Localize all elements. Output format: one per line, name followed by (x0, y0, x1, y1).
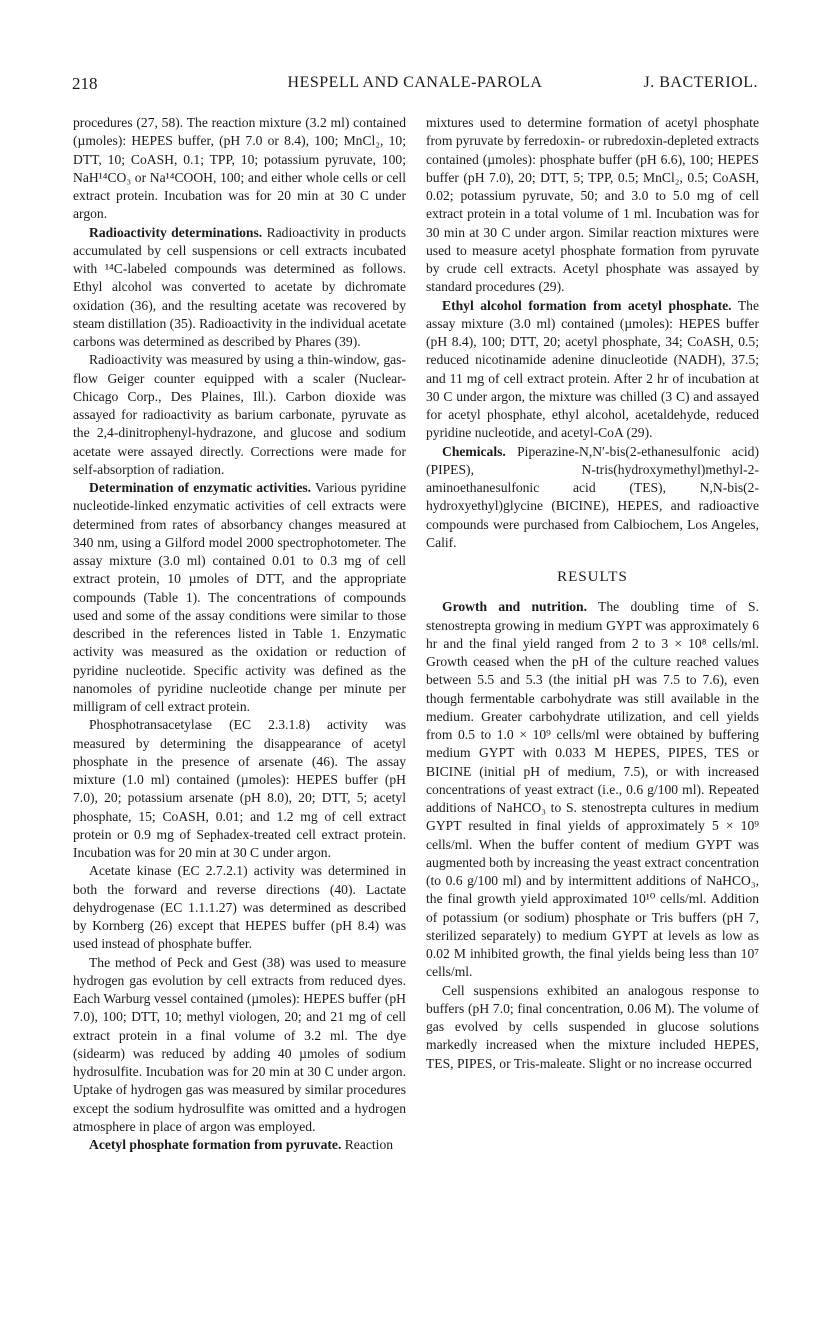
paragraph (426, 443, 759, 553)
paragraph-text: Radioactivity in products accumulated by cell suspensions or cell extracts incubated with ¹⁴C-labeled compounds was determined as follows. Ethyl alcohol was converted to acetate by dichromate oxidation (36), and the resulting acetate was recovered by steam distillation (35). Radioactivity in the individual acetate carbons was determined as described by Phares (39). (73, 224, 406, 349)
paragraph: mixtures used to determine formation of acetyl phosphate from pyruvate by ferredoxin- or rubredoxin-depleted extracts contained (µmoles): phosphate buffer (pH 6.6), 100; HEPES buffer (pH 7.0), 20; DTT, 5; TPP, 0.5; MnCl₂, 0.5; CoASH, 0.02; potassium pyruvate, 50; and 3.0 to 5.0 mg of cell extract protein in a total volume of 1 ml. Incubation was for 30 min at 30 C under argon. Similar reaction mixtures were used to measure acetyl phosphate formation from pyruvate by crude cell extracts. Acetyl phosphate was assayed by standard procedures (29). (426, 115, 759, 295)
paragraph: The method of Peck and Gest (38) was used to measure hydrogen gas evolution by cell extracts from reduced dyes. Each Warburg vessel contained (µmoles): HEPES buffer (pH 7.0), 100; DTT, 10; methyl viologen, 20; and 21 mg of cell extract protein in a final volume of 3.2 ml. The dye (sidearm) was reduced by adding 40 µmoles of sodium hydrosulfite. Incubation was for 20 min at 30 C under argon. Uptake of hydrogen gas was measured by similar procedures except the sodium hydrosulfite was omitted and a hydrogen atmosphere in place of argon was employed. (73, 954, 406, 1134)
run-in-heading: Determination of enzymatic activities. (89, 480, 312, 495)
page-header (72, 74, 758, 96)
paragraph (73, 224, 406, 352)
run-in-heading: Chemicals. (442, 443, 506, 459)
run-in-heading: Radioactivity determinations. (89, 224, 263, 240)
paragraph: Radioactivity was measured by using a thin-window, gas-flow Geiger counter equipped with a scaler (Nuclear-Chicago Corp., Des Plaines, Ill.). Carbon dioxide was assayed for radioactivity as barium carbonate, pyruvate as the 2,4-dinitrophenyl-hydrazone, and glucose and sodium acetate were assayed directly. Corrections were made for self-absorption of radiation. (73, 352, 406, 477)
paragraph-text: The assay mixture (3.0 ml) contained (µmoles): HEPES buffer (pH 8.4), 100; DTT, 20; acetyl phosphate, 34; CoASH, 0.5; reduced nicotinamide adenine dinucleotide (NADH), 37.5; and 11 mg of cell extract protein. After 2 hr of incubation at 30 C under argon, the mixture was chilled (3 C) and assayed for acetyl phosphate, ethyl alcohol, acetaldehyde, reduced pyridine nucleotide, and acetyl-CoA (29). (426, 297, 759, 441)
run-in-heading: Growth and nutrition. (442, 599, 588, 615)
page-number: 218 (72, 74, 98, 93)
run-in-heading: Acetyl phosphate formation from pyruvate. (89, 1137, 342, 1152)
paragraph: procedures (27, 58). The reaction mixture (3.2 ml) contained (µmoles): HEPES buffer, (pH 7.0 or 8.4), 100; MnCl₂, 10; DTT, 10; CoASH, 0.1; TPP, 10; potassium pyruvate, 100; NaH¹⁴CO₃ or Na¹⁴COOH, 100; and either whole cells or cell extract protein. Incubation was for 20 min at 30 C under argon. (73, 115, 406, 222)
paragraph-text: Various pyridine nucleotide-linked enzymatic activities of cell extracts were determined from rates of absorbancy changes measured at 340 nm, using a Gilford model 2000 spectrophotometer. The assay mixture (3.0 ml) contained 0.01 to 0.3 mg of cell extract protein, 10 µmoles of DTT, and the appropriate compounds (Table 1). The concentrations of compounds used and some of the assay conditions were similar to those described in the references listed in Table 1. Enzymatic activity was measured as the oxidation or reduction of pyridine nucleotide. Specific activity was defined as the nanomoles of pyridine nucleotide change per minute per milligram of cell extract protein. (73, 480, 406, 714)
paragraph (426, 598, 759, 981)
running-title: HESPELL AND CANALE-PAROLA (287, 74, 543, 91)
paragraph-text: Piperazine-N,N′-bis(2-ethanesulfonic acid) (PIPES), N-tris(hydroxymethyl)methyl-2-aminoethanesulfonic acid (TES), N,N-bis(2-hydroxyethyl)glycine (BICINE), HEPES, and radioactive compounds were purchased from Calbiochem, Los Angeles, Calif. (426, 443, 759, 550)
paragraph-text: Reaction (341, 1137, 394, 1152)
right-column (426, 114, 759, 1073)
paragraph (426, 297, 759, 443)
paragraph: Cell suspensions exhibited an analogous response to buffers (pH 7.0; final concentration, 0.06 M). The volume of gas evolved by cells suspended in glucose solutions markedly increased when the mixture included HEPES, TES, PIPES, or Tris-maleate. Slight or no increase occurred (426, 982, 759, 1071)
paragraph (73, 1136, 406, 1154)
paragraph-text: The doubling time of S. stenostrepta growing in medium GYPT was approximately 6 hr and the final yield ranged from 2 to 3 × 10⁸ cells/ml. Growth ceased when the pH of the culture reached values between 5.5 and 5.3 (the initial pH was 7.5 to 7.6), even though fermentable carbohydrate was still available in the medium. Greater carbohydrate utilization, and cell yields from 0.5 to 1.0 × 10⁹ cells/ml were obtained by buffering medium GYPT with 0.033 M HEPES, PIPES, TES or BICINE (initial pH of medium, 7.5), or with increased concentrations of yeast extract (i.e., 0.6 g/100 ml). Repeated additions of NaHCO₃ to S. stenostrepta cultures in medium GYPT resulted in final yields of approximately 5 × 10⁹ cells/ml. When the buffer content of medium GYPT was augmented both by increasing the yeast extract concentration (to 0.6 g/100 ml) and by intermittent additions of NaHCO₃, the final growth yield approximated 10¹⁰ cells/ml. Addition of potassium (or sodium) phosphate or Tris buffers (pH 7, sterilized separately) to medium GYPT at levels as low as 0.02 M inhibited growth, the final yields being less than 10⁷ cells/ml. (426, 599, 759, 980)
section-heading-results: RESULTS (557, 569, 628, 585)
paragraph: Phosphotransacetylase (EC 2.3.1.8) activity was measured by determining the disappearance of acetyl phosphate in the presence of arsenate (46). The assay mixture (1.0 ml) contained (µmoles): HEPES buffer (pH 7.0), 20; potassium arsenate (pH 8.0), 20; DTT, 5; acetyl phosphate, 15; CoASH, 0.01; and 1.2 mg of cell extract protein or 0.9 mg of Sephadex-treated cell extract protein. Incubation was for 20 min at 30 C under argon. (73, 717, 406, 860)
journal-name: J. BACTERIOL. (643, 74, 758, 91)
left-column (73, 114, 406, 1154)
run-in-heading: Ethyl alcohol formation from acetyl phosphate. (442, 297, 732, 313)
paragraph: Acetate kinase (EC 2.7.2.1) activity was determined in both the forward and reverse directions (40). Lactate dehydrogenase (EC 1.1.1.27) was determined as described by Kornberg (26) except that HEPES buffer (pH 8.4) was used instead of phosphate buffer. (73, 863, 406, 952)
paragraph (73, 479, 406, 716)
